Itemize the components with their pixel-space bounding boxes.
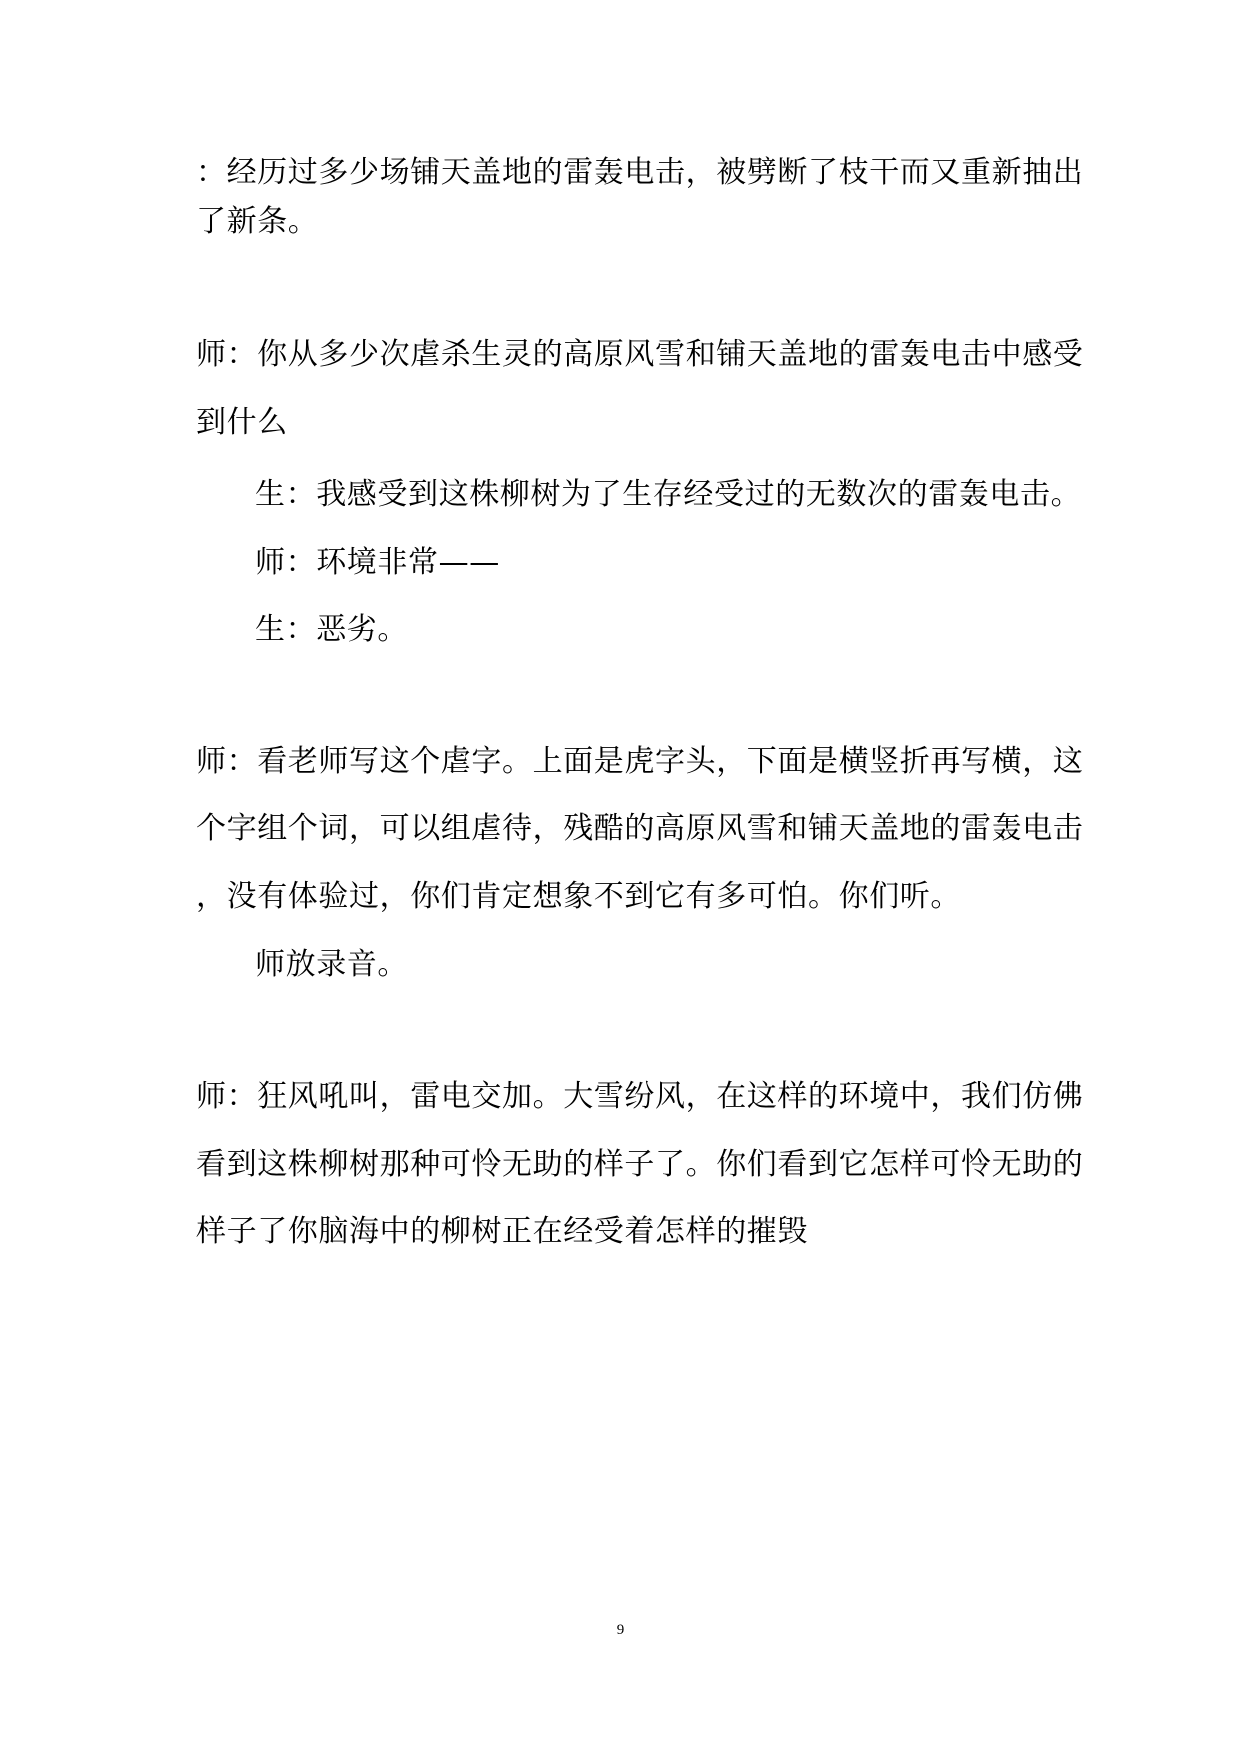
paragraph-8-line-1: 师：狂风吼叫，雷电交加。大雪纷风，在这样的环境中，我们仿佛: [196, 1079, 1084, 1114]
paragraph-4-line-1: 师：环境非常——: [255, 545, 500, 580]
paragraph-2-line-2: 到什么: [196, 405, 288, 440]
paragraph-3-line-1: 生：我感受到这株柳树为了生存经受过的无数次的雷轰电击。: [255, 477, 1082, 512]
page-number: 9: [616, 1622, 625, 1638]
paragraph-8-line-3: 样子了你脑海中的柳树正在经受着怎样的摧毁: [196, 1214, 808, 1249]
paragraph-1-line-2: 了新条。: [196, 204, 319, 239]
paragraph-2-line-1: 师：你从多少次虐杀生灵的高原风雪和铺天盖地的雷轰电击中感受: [196, 337, 1084, 372]
paragraph-1-line-1: ：经历过多少场铺天盖地的雷轰电击，被劈断了枝干而又重新抽出: [196, 155, 1084, 190]
paragraph-8-line-2: 看到这株柳树那种可怜无助的样子了。你们看到它怎样可怜无助的: [196, 1147, 1084, 1182]
paragraph-7-line-1: 师放录音。: [255, 947, 408, 982]
paragraph-6-line-3: ，没有体验过，你们肯定想象不到它有多可怕。你们听。: [196, 879, 961, 914]
paragraph-5-line-1: 生：恶劣。: [255, 612, 408, 647]
paragraph-6-line-2: 个字组个词，可以组虐待，残酷的高原风雪和铺天盖地的雷轰电击: [196, 811, 1084, 846]
paragraph-6-line-1: 师：看老师写这个虐字。上面是虎字头，下面是横竖折再写横，这: [196, 744, 1084, 779]
